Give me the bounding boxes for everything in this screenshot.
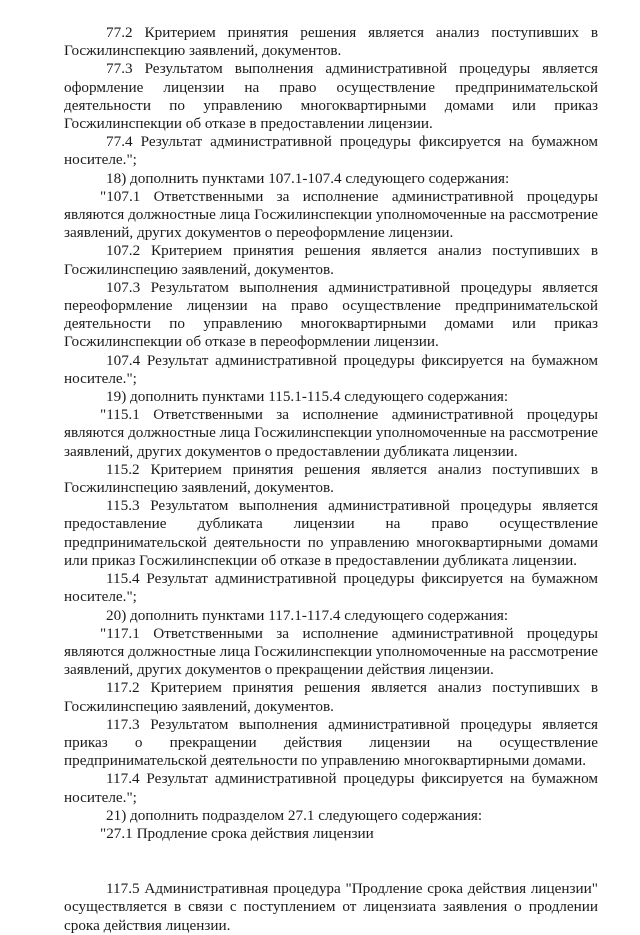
- paragraph-117-2: 117.2 Критерием принятия решения является анализ поступивших в Госжилинспецию заявлений, документов.: [64, 679, 598, 715]
- blank-spacing: [64, 843, 598, 880]
- paragraph-117-3: 117.3 Результатом выполнения административной процедуры является приказ о прекращении действия лицензии на осуществление предпринимательской деятельности по управлению многоквартирными домами.: [64, 715, 598, 770]
- paragraph-117-5: 117.5 Административная процедура "Продление срока действия лицензии" осуществляется в связи с поступлением от лицензиата заявления о продлении срока действия лицензии.: [64, 880, 598, 934]
- paragraph-107-2: 107.2 Критерием принятия решения является анализ поступивших в Госжилинспецию заявлений, документов.: [64, 242, 598, 278]
- paragraph-115-1: "115.1 Ответственными за исполнение административной процедуры являются должностные лица Госжилинспекции уполномоченные на рассмотрение заявлений, других документов о предоставлении дубликата лицензии.: [64, 406, 598, 460]
- document-body: [64, 24, 598, 935]
- paragraph-item-20: 20) дополнить пунктами 117.1-117.4 следующего содержания:: [106, 606, 509, 624]
- paragraph-77-2: 77.2 Критерием принятия решения является анализ поступивших в Госжилинспекцию заявлений, документов.: [64, 24, 598, 60]
- paragraph-77-3: 77.3 Результатом выполнения административной процедуры является оформление лицензии на право осуществление предпринимательской деятельности по управлению многоквартирными домами или приказ Госжилинспекции об отказе в предоставлении лицензии.: [64, 60, 598, 133]
- paragraph-77-4: 77.4 Результат административной процедуры фиксируется на бумажном носителе.";: [64, 133, 598, 169]
- subsection-heading-27-1: "27.1 Продление срока действия лицензии: [100, 824, 374, 842]
- paragraph-107-4: 107.4 Результат административной процедуры фиксируется на бумажном носителе.";: [64, 351, 598, 387]
- paragraph-item-19: 19) дополнить пунктами 115.1-115.4 следующего содержания:: [106, 388, 509, 406]
- paragraph-107-1: "107.1 Ответственными за исполнение административной процедуры являются должностные лица Госжилинспекции уполномоченные на рассмотрение заявлений, других документов о переоформление лицензии.: [64, 187, 598, 242]
- paragraph-115-4: 115.4 Результат административной процедуры фиксируется на бумажном носителе.";: [64, 570, 598, 606]
- paragraph-item-21: 21) дополнить подразделом 27.1 следующего содержания:: [106, 806, 483, 824]
- paragraph-107-3: 107.3 Результатом выполнения административной процедуры является переоформление лицензии на право осуществление предпринимательской деятельности по управлению многоквартирными домами или приказ Госжилинспекции об отказе в переоформлении лицензии.: [64, 278, 598, 351]
- paragraph-117-1: "117.1 Ответственными за исполнение административной процедуры являются должностные лица Госжилинспекции уполномоченные на рассмотрение заявлений, других документов о прекращении действия лицензии.: [64, 624, 598, 679]
- paragraph-115-3: 115.3 Результатом выполнения административной процедуры является предоставление дубликата лицензии на право осуществление предпринимательской деятельности по управлению многоквартирными домами или приказ Госжилинспекции об отказе в предоставлении дубликата лицензии.: [64, 497, 598, 569]
- paragraph-117-4: 117.4 Результат административной процедуры фиксируется на бумажном носителе.";: [64, 770, 598, 806]
- paragraph-item-18: 18) дополнить пунктами 107.1-107.4 следующего содержания:: [106, 169, 510, 187]
- paragraph-115-2: 115.2 Критерием принятия решения является анализ поступивших в Госжилинспецию заявлений, документов.: [64, 460, 598, 497]
